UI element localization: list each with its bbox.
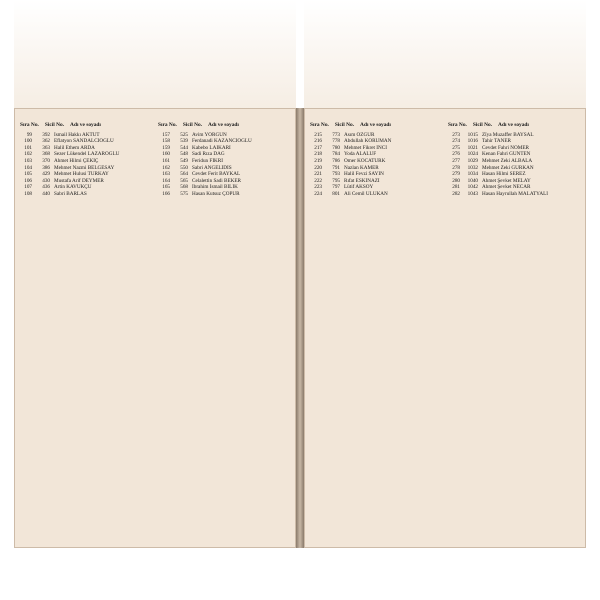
row-number: 158 (162, 138, 170, 145)
table-row (310, 145, 442, 152)
person-name: Ahmet Şevket MELAY (482, 177, 531, 184)
person-name: Halil Ethem ARDA (54, 144, 95, 151)
left-page-top (14, 0, 296, 110)
registry-number: 565 (180, 177, 188, 184)
row-number: 219 (314, 157, 322, 164)
registry-number: 370 (42, 157, 50, 164)
registry-number: 575 (180, 190, 188, 197)
column-header (448, 122, 580, 129)
table-row (158, 178, 290, 185)
registry-number: 550 (180, 164, 188, 171)
table-row (448, 132, 580, 139)
registry-number: 1029 (467, 157, 478, 164)
row-number: 101 (24, 144, 32, 151)
table-row (20, 158, 152, 165)
person-name: Kenan Fahri GÜNTEN (482, 151, 531, 158)
person-name: Abdullah KORUMAN (344, 138, 392, 145)
registry-number: 1016 (467, 138, 478, 145)
table-row (310, 158, 442, 165)
person-name: Yoda ALALUF (344, 151, 377, 158)
header-sira: Sıra No. (20, 122, 39, 128)
registry-number: 795 (332, 177, 340, 184)
table-row (158, 184, 290, 191)
table-row (310, 132, 442, 139)
register-column (20, 122, 152, 540)
registry-number: 784 (332, 151, 340, 158)
header-sicil: Sicil No. (472, 122, 493, 128)
table-row (20, 191, 152, 198)
table-row (158, 151, 290, 158)
person-name: Hasan Hayrullah MALATYALI (482, 190, 548, 197)
table-row (448, 184, 580, 191)
table-row (20, 178, 152, 185)
row-number: 104 (24, 164, 32, 171)
header-sicil: Sicil No. (44, 122, 65, 128)
row-number: 218 (314, 151, 322, 158)
table-row (158, 165, 290, 172)
registry-number: 1032 (467, 164, 478, 171)
table-row (20, 145, 152, 152)
registry-number: 539 (180, 138, 188, 145)
row-number: 162 (162, 164, 170, 171)
person-name: Ahmet Hilmi ÇEKİÇ (54, 157, 99, 164)
registry-number: 1042 (467, 184, 478, 191)
table-row (158, 158, 290, 165)
right-page-top (304, 0, 586, 110)
row-number: 103 (24, 157, 32, 164)
registry-number: 791 (332, 164, 340, 171)
registry-number: 564 (180, 171, 188, 178)
table-row (310, 171, 442, 178)
row-number: 221 (314, 171, 322, 178)
header-sira: Sıra No. (158, 122, 177, 128)
table-row (310, 184, 442, 191)
registry-number: 525 (180, 131, 188, 138)
person-name: Tahir TANER (482, 138, 511, 145)
table-row (448, 145, 580, 152)
registry-number: 1034 (467, 171, 478, 178)
registry-number: 778 (332, 138, 340, 145)
registry-number: 1024 (467, 151, 478, 158)
person-name: Mehmet Zeki GÜRKAN (482, 164, 534, 171)
person-name: Feridun FİKRİ (192, 157, 223, 164)
registry-number: 386 (42, 164, 50, 171)
registry-number: 786 (332, 157, 340, 164)
header-sira: Sıra No. (448, 122, 467, 128)
row-number: 220 (314, 164, 322, 171)
row-number: 107 (24, 184, 32, 191)
table-row (448, 191, 580, 198)
registry-number: 549 (180, 157, 188, 164)
registry-number: 363 (42, 144, 50, 151)
table-row (310, 151, 442, 158)
registry-number: 773 (332, 131, 340, 138)
person-name: Sabri BARLAS (54, 190, 87, 197)
row-number: 166 (162, 190, 170, 197)
table-row (20, 132, 152, 139)
registry-number: 801 (332, 190, 340, 197)
row-number: 274 (452, 138, 460, 145)
row-number: 102 (24, 151, 32, 158)
row-number: 222 (314, 177, 322, 184)
person-name: Mehmet Zeki ALBALA (482, 157, 533, 164)
registry-number: 392 (42, 131, 50, 138)
person-name: Zîya Muzaffer BAYSAL (482, 131, 534, 138)
row-number: 279 (452, 171, 460, 178)
row-number: 160 (162, 151, 170, 158)
person-name: Asım ÖZGÜR (344, 131, 375, 138)
registry-number: 440 (42, 190, 50, 197)
table-row (448, 178, 580, 185)
person-name: Sabri ANGELİDİS (192, 164, 232, 171)
person-name: Ömer KOCATÜRK (344, 157, 386, 164)
person-name: Nazlan KAMER (344, 164, 379, 171)
table-row (158, 138, 290, 145)
row-number: 165 (162, 184, 170, 191)
row-number: 105 (24, 171, 32, 178)
book-spine (296, 108, 304, 548)
register-column (310, 122, 442, 540)
row-number: 278 (452, 164, 460, 171)
row-number: 273 (452, 131, 460, 138)
row-number: 163 (162, 171, 170, 178)
registry-number: 780 (332, 144, 340, 151)
registry-number: 544 (180, 144, 188, 151)
registry-number: 793 (332, 171, 340, 178)
row-number: 277 (452, 157, 460, 164)
table-row (448, 171, 580, 178)
person-name: Sadi Rıza DAĞ (192, 151, 225, 158)
table-row (310, 138, 442, 145)
row-number: 280 (452, 177, 460, 184)
column-header (310, 122, 442, 129)
person-name: Mustafa Arif DEYMER (54, 177, 104, 184)
header-ad: Adı ve soyadı (498, 122, 529, 128)
register-column (158, 122, 290, 540)
header-sicil: Sicil No. (334, 122, 355, 128)
registry-number: 1043 (467, 190, 478, 197)
registry-number: 568 (180, 184, 188, 191)
registry-number: 1015 (467, 131, 478, 138)
table-row (158, 145, 290, 152)
table-row (448, 151, 580, 158)
table-row (310, 165, 442, 172)
right-page (304, 108, 586, 548)
person-name: İsmail Hakkı AKTUT (54, 131, 100, 138)
header-ad: Adı ve soyadı (360, 122, 391, 128)
person-name: Eflatyon SANDALCIOĞLU (54, 138, 114, 145)
person-name: Celalettin Sadi BEKER (192, 177, 241, 184)
row-number: 157 (162, 131, 170, 138)
person-name: Ferdanadi KAZANCIOĞLU (192, 138, 252, 145)
person-name: Artin KAVUKÇU (54, 184, 92, 191)
row-number: 276 (452, 151, 460, 158)
row-number: 106 (24, 177, 32, 184)
registry-number: 1021 (467, 144, 478, 151)
person-name: Hasan Kutsuz ÇOPUR (192, 190, 240, 197)
person-name: Hasan Hilmi SEREZ (482, 171, 526, 178)
row-number: 216 (314, 138, 322, 145)
table-row (158, 191, 290, 198)
table-row (158, 132, 290, 139)
person-name: Mehmet Fikret İNCİ (344, 144, 387, 151)
column-header (158, 122, 290, 129)
left-page (14, 108, 296, 548)
person-name: Lütif AKSOY (344, 184, 374, 191)
column-header (20, 122, 152, 129)
registry-number: 430 (42, 177, 50, 184)
table-row (20, 184, 152, 191)
table-row (448, 138, 580, 145)
row-number: 224 (314, 190, 322, 197)
table-row (20, 165, 152, 172)
table-row (20, 151, 152, 158)
registry-number: 1040 (467, 177, 478, 184)
table-row (448, 158, 580, 165)
row-number: 223 (314, 184, 322, 191)
row-number: 108 (24, 190, 32, 197)
header-ad: Adı ve soyadı (70, 122, 101, 128)
person-name: Ahmet Şevket NECAR (482, 184, 531, 191)
row-number: 282 (452, 190, 460, 197)
row-number: 217 (314, 144, 322, 151)
row-number: 161 (162, 157, 170, 164)
person-name: Halil Fevzi SAYIN (344, 171, 384, 178)
row-number: 159 (162, 144, 170, 151)
header-ad: Adı ve soyadı (208, 122, 239, 128)
table-row (448, 165, 580, 172)
table-row (310, 178, 442, 185)
row-number: 215 (314, 131, 322, 138)
person-name: Mehmet Nazmi BELGESAY (54, 164, 115, 171)
person-name: Ali Cemil ULUKAN (344, 190, 388, 197)
row-number: 275 (452, 144, 460, 151)
register-column (448, 122, 580, 540)
row-number: 99 (26, 131, 32, 138)
table-row (20, 138, 152, 145)
registry-number: 797 (332, 184, 340, 191)
person-name: Kabebo LAIKARI (192, 144, 231, 151)
person-name: Rıfat ESKİNAZİ (344, 177, 380, 184)
registry-number: 368 (42, 151, 50, 158)
row-number: 164 (162, 177, 170, 184)
person-name: Sezer Lükendel LAZAROĞLU (54, 151, 120, 158)
registry-number: 548 (180, 151, 188, 158)
row-number: 281 (452, 184, 460, 191)
table-row (20, 171, 152, 178)
registry-number: 362 (42, 138, 50, 145)
table-row (310, 191, 442, 198)
person-name: Mehmet Hulusi TÜRKAY (54, 171, 109, 178)
person-name: Cevdet Ferit BAYKAL (192, 171, 241, 178)
registry-number: 429 (42, 171, 50, 178)
person-name: Cevdet Fahri NOMER (482, 144, 529, 151)
header-sira: Sıra No. (310, 122, 329, 128)
person-name: Avim YORGUN (192, 131, 227, 138)
table-row (158, 171, 290, 178)
person-name: İbrahim İsmail BİLİK (192, 184, 238, 191)
registry-number: 436 (42, 184, 50, 191)
header-sicil: Sicil No. (182, 122, 203, 128)
row-number: 100 (24, 138, 32, 145)
